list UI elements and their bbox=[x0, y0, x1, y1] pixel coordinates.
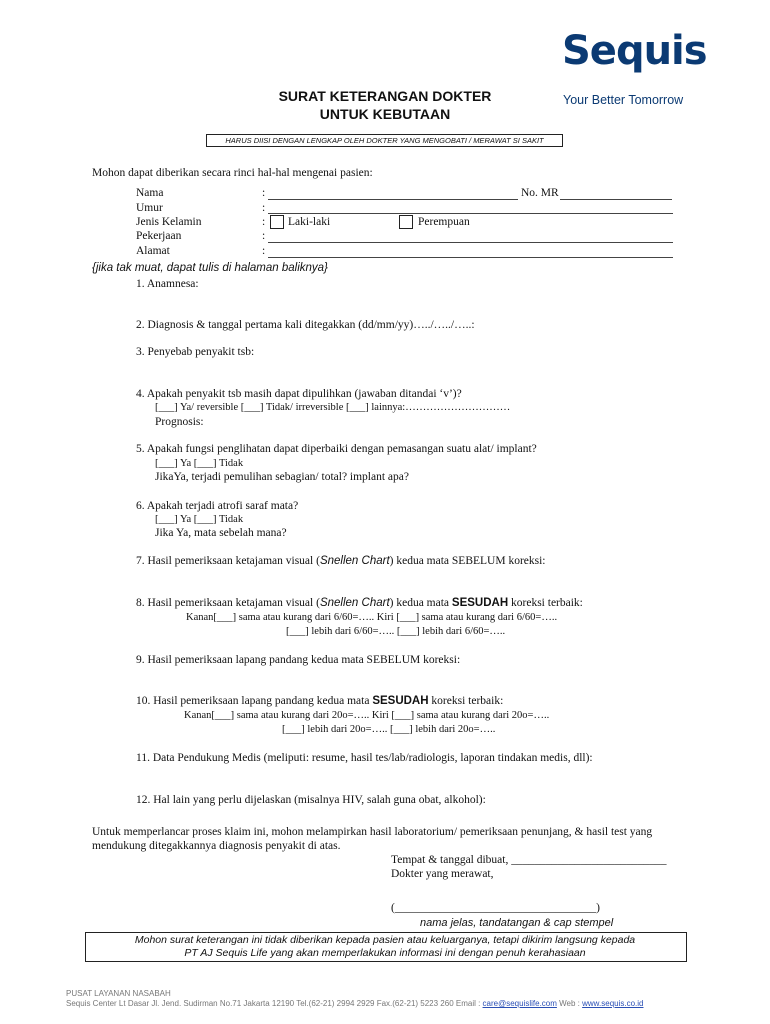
q8-text-e: koreksi terbaik: bbox=[508, 597, 583, 609]
web-label: Web : bbox=[556, 999, 583, 1008]
q7-text-c: ) kedua mata SEBELUM koreksi: bbox=[389, 555, 546, 567]
address-text: Sequis Center Lt Dasar Jl. Jend. Sudirman No.71 Jakarta 12190 Tel.(62-21) 2994 2929 Fax.(62-21) 5223 260 Email : bbox=[66, 999, 483, 1008]
female-checkbox[interactable] bbox=[399, 215, 413, 229]
q10-field-after bbox=[136, 695, 503, 707]
q4-prognosis: Prognosis: bbox=[155, 416, 204, 428]
q12-other: 12. Hal lain yang perlu dijelaskan (misalnya HIV, salah guna obat, alkohol): bbox=[136, 794, 486, 806]
logo-wordmark: Sequis bbox=[562, 28, 707, 74]
q8-text-a: 8. Hasil pemeriksaan ketajaman visual ( bbox=[136, 597, 320, 609]
closing-line1: Untuk memperlancar proses klaim ini, mohon melampirkan hasil laboratorium/ pemeriksaan penunjang, & hasil test yang bbox=[92, 826, 653, 838]
name-colon: : bbox=[262, 187, 266, 199]
male-label: Laki-laki bbox=[288, 216, 331, 228]
confidentiality-line2: PT AJ Sequis Life yang akan memperlakukan informasi ini dengan penuh kerahasiaan bbox=[184, 947, 586, 959]
customer-service-address bbox=[66, 999, 643, 1008]
age-field[interactable] bbox=[268, 213, 673, 214]
q8-options-line1[interactable]: Kanan[___] sama atau kurang dari 6/60=….. Kiri [___] sama atau kurang dari 6/60=….. bbox=[186, 612, 558, 623]
confidentiality-line1: Mohon surat keterangan ini tidak diberikan kepada pasien atau keluarganya, tetapi dikirim langsung kepada bbox=[134, 934, 636, 946]
document-title-line2: UNTUK KEBUTAAN bbox=[319, 106, 451, 122]
q6-sub: Jika Ya, mata sebelah mana? bbox=[155, 527, 287, 539]
q10-options-line1[interactable]: Kanan[___] sama atau kurang dari 20o=….. Kiri [___] sama atau kurang dari 20o=….. bbox=[184, 710, 550, 721]
email-link[interactable]: care@sequislife.com bbox=[482, 999, 557, 1008]
mr-label: No. MR bbox=[521, 187, 559, 199]
q8-snellen: Snellen Chart bbox=[319, 597, 390, 609]
q8-visual-after bbox=[136, 597, 583, 609]
q6-options[interactable]: [___] Ya [___] Tidak bbox=[155, 514, 244, 525]
name-field[interactable] bbox=[268, 199, 518, 200]
age-label: Umur bbox=[136, 202, 163, 214]
address-label: Alamat bbox=[136, 245, 170, 257]
document-title-line1: SURAT KETERANGAN DOKTER bbox=[278, 88, 492, 104]
job-colon: : bbox=[262, 230, 266, 242]
q5-implant: 5. Apakah fungsi penglihatan dapat diperbaiki dengan pemasangan suatu alat/ implant? bbox=[136, 443, 537, 455]
back-page-note: {jika tak muat, dapat tulis di halaman baliknya} bbox=[92, 262, 328, 274]
q7-visual-before bbox=[136, 555, 546, 567]
fill-instruction-notice: HARUS DIISI DENGAN LENGKAP OLEH DOKTER YANG MENGOBATI / MERAWAT SI SAKIT bbox=[206, 134, 563, 147]
signature-caption: nama jelas, tandatangan & cap stempel bbox=[420, 917, 614, 929]
q5-options[interactable]: [___] Ya [___] Tidak bbox=[155, 458, 244, 469]
job-label: Pekerjaan bbox=[136, 230, 182, 242]
q10-options-line2[interactable]: [___] lebih dari 20o=….. [___] lebih dari 20o=….. bbox=[282, 724, 496, 735]
q8-options-line2[interactable]: [___] lebih dari 6/60=….. [___] lebih dari 6/60=….. bbox=[286, 626, 506, 637]
q10-text-c: koreksi terbaik: bbox=[428, 695, 504, 707]
q8-sesudah: SESUDAH bbox=[451, 597, 509, 609]
place-date-field[interactable]: Tempat & tanggal dibuat, ___________________________ bbox=[391, 854, 667, 866]
job-field[interactable] bbox=[268, 242, 673, 243]
signature-field[interactable]: (___________________________________) bbox=[391, 902, 600, 914]
q4-recoverable: 4. Apakah penyakit tsb masih dapat dipulihkan (jawaban ditandai ‘v’)? bbox=[136, 388, 462, 400]
male-checkbox[interactable] bbox=[270, 215, 284, 229]
q4-options[interactable]: [___] Ya/ reversible [___] Tidak/ irreversible [___] lainnya:………………………… bbox=[155, 402, 511, 413]
gender-colon: : bbox=[262, 216, 266, 228]
customer-service-title: PUSAT LAYANAN NASABAH bbox=[66, 989, 171, 998]
logo-tagline: Your Better Tomorrow bbox=[563, 93, 684, 107]
q1-anamnesis: 1. Anamnesa: bbox=[136, 278, 199, 290]
female-label: Perempuan bbox=[418, 216, 470, 228]
q3-cause: 3. Penyebab penyakit tsb: bbox=[136, 346, 255, 358]
q6-atrophy: 6. Apakah terjadi atrofi saraf mata? bbox=[136, 500, 299, 512]
age-colon: : bbox=[262, 202, 266, 214]
q10-sesudah: SESUDAH bbox=[372, 695, 429, 707]
q10-text-a: 10. Hasil pemeriksaan lapang pandang kedua mata bbox=[136, 695, 373, 707]
q7-text-a: 7. Hasil pemeriksaan ketajaman visual ( bbox=[136, 555, 320, 567]
intro-text: Mohon dapat diberikan secara rinci hal-hal mengenai pasien: bbox=[92, 167, 373, 179]
gender-label: Jenis Kelamin bbox=[136, 216, 202, 228]
q8-text-c: ) kedua mata bbox=[389, 597, 452, 609]
q5-sub: JikaYa, terjadi pemulihan sebagian/ total? implant apa? bbox=[155, 471, 409, 483]
q7-snellen: Snellen Chart bbox=[319, 555, 390, 567]
website-link[interactable]: www.sequis.co.id bbox=[582, 999, 644, 1008]
address-field[interactable] bbox=[268, 257, 673, 258]
doctor-label: Dokter yang merawat, bbox=[391, 868, 494, 880]
address-colon: : bbox=[262, 245, 266, 257]
q11-supporting-data: 11. Data Pendukung Medis (meliputi: resume, hasil tes/lab/radiologis, laporan tindakan medis, dll): bbox=[136, 752, 593, 764]
closing-line2: mendukung ditegakkannya diagnosis penyakit di atas. bbox=[92, 840, 341, 852]
q9-field-before: 9. Hasil pemeriksaan lapang pandang kedua mata SEBELUM koreksi: bbox=[136, 654, 461, 666]
mr-field[interactable] bbox=[560, 199, 672, 200]
name-label: Nama bbox=[136, 187, 164, 199]
q2-diagnosis: 2. Diagnosis & tanggal pertama kali ditegakkan (dd/mm/yy)…../…../…..: bbox=[136, 319, 475, 331]
